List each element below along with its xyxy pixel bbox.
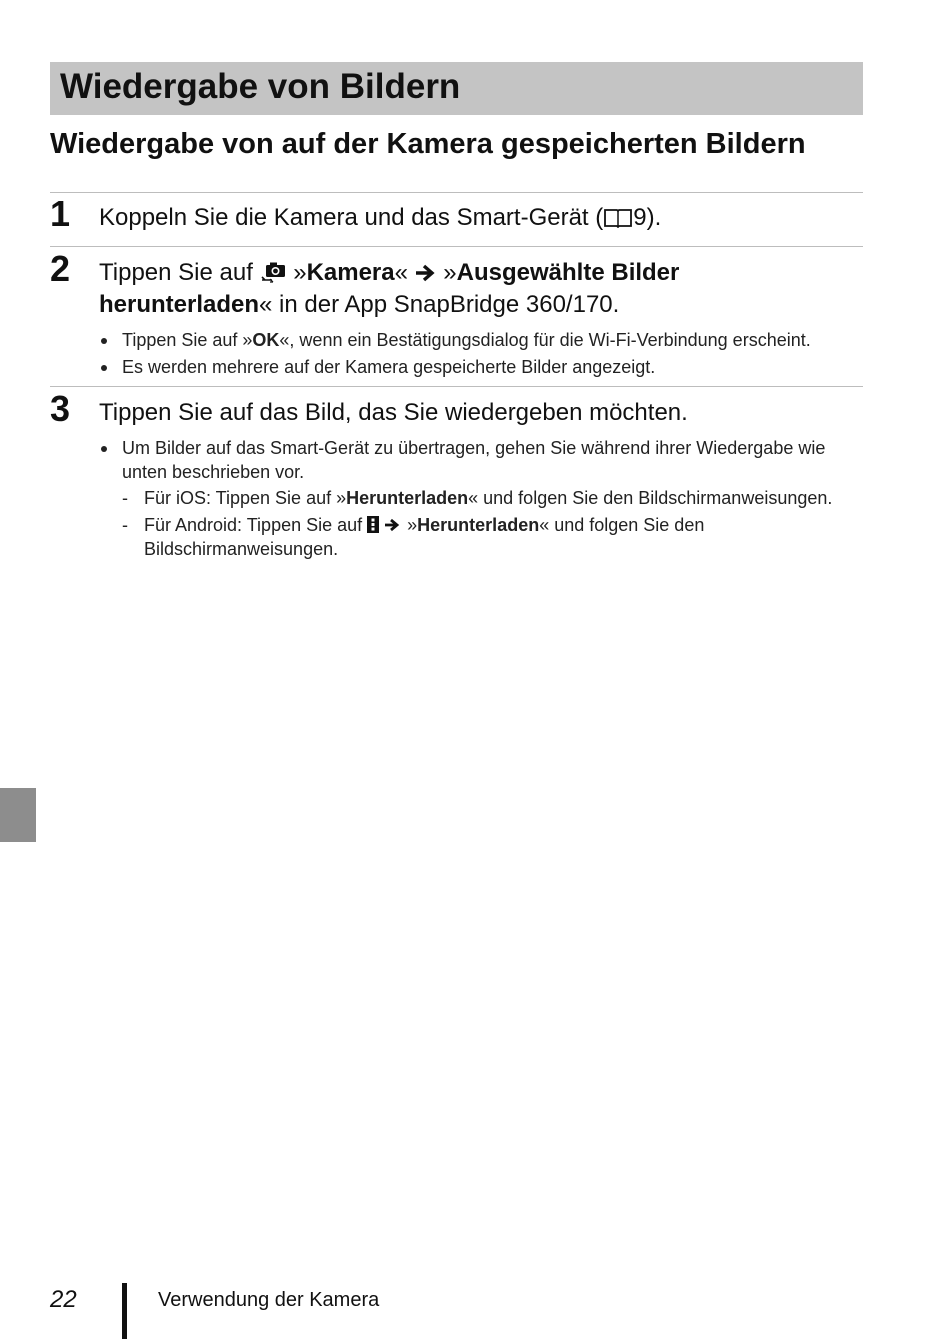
step-3-bullets	[99, 436, 859, 564]
book-icon	[603, 208, 633, 228]
page-subtitle: Wiedergabe von auf der Kamera gespeicherten Bildern	[50, 128, 806, 160]
step-2-bullets	[99, 328, 859, 382]
step-2-text: Tippen Sie auf »Kamera« »Ausgewählte Bilder herunterladen« in der App SnapBridge 360/170.	[99, 259, 680, 318]
step-1-text: Koppeln Sie die Kamera und das Smart-Gerät ( 9).	[99, 204, 662, 231]
section-title-bar	[50, 62, 863, 115]
divider-step-3	[50, 386, 863, 387]
sub-list-item-android: - Für Android: Tippen Sie auf »Herunterladen« und folgen Sie den Bildschirmanweisungen.	[122, 513, 859, 561]
list-item: Tippen Sie auf »OK«, wenn ein Bestätigungsdialog für die Wi-Fi-Verbindung erscheint.	[99, 328, 859, 352]
step-3-number: 3	[50, 388, 71, 429]
step-3-text: Tippen Sie auf das Bild, das Sie wiedergeben möchten.	[99, 399, 688, 426]
camera-tab-icon	[260, 261, 287, 283]
page-number: 22	[50, 1286, 77, 1313]
chapter-side-tab	[0, 788, 36, 842]
footer-section-title: Verwendung der Kamera	[158, 1289, 380, 1311]
sub-list	[122, 486, 859, 561]
page-title: Wiedergabe von Bildern	[60, 67, 461, 106]
arrow-right-icon	[415, 264, 437, 282]
list-item: Es werden mehrere auf der Kamera gespeicherte Bilder angezeigt.	[99, 355, 859, 379]
menu-dots-icon	[367, 516, 379, 533]
divider-step-2	[50, 246, 863, 247]
reference-page-number: 9	[633, 204, 647, 231]
list-item: Um Bilder auf das Smart-Gerät zu übertragen, gehen Sie während ihrer Wiedergabe wie unten beschrieben vor. - Für iOS: Tippen Sie auf »Herunterladen« und folgen Sie den Bildschirmanweisungen. - Für Android: Tippen Sie auf »Herunterladen« und folgen Sie den Bildschirmanweisungen.	[99, 436, 859, 561]
step-1-number: 1	[50, 193, 71, 234]
footer-divider	[122, 1283, 127, 1339]
divider-step-1	[50, 192, 863, 193]
sub-list-item-ios: - Für iOS: Tippen Sie auf »Herunterladen« und folgen Sie den Bildschirmanweisungen.	[122, 486, 859, 510]
step-2-number: 2	[50, 248, 71, 289]
arrow-right-icon	[384, 518, 402, 532]
